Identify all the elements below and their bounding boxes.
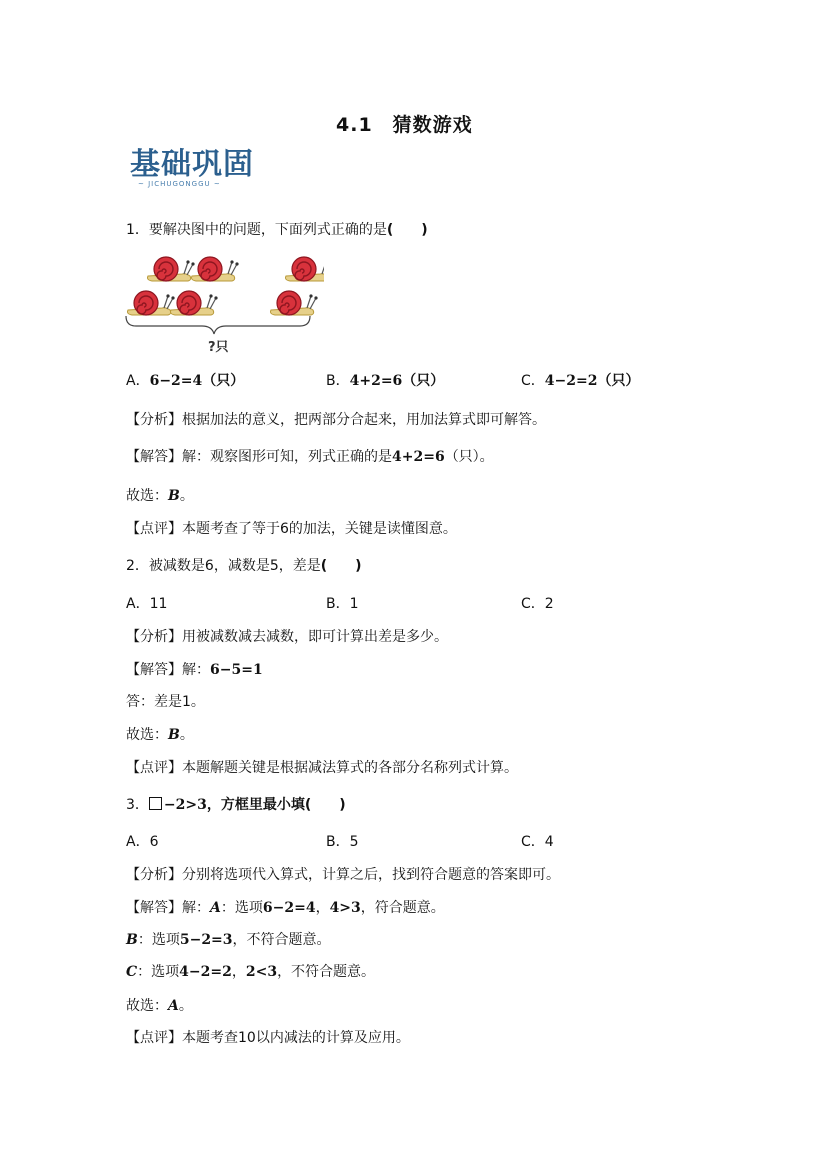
section-logo: [130, 147, 254, 188]
q2-analysis: 【分析】用被减数减去减数，即可计算出差是多少。: [126, 629, 448, 645]
q3-answer-b: B：选项5−2=3，不符合题意。: [126, 932, 331, 948]
q3-choose: 故选：A。: [126, 998, 193, 1014]
snail-icon: [286, 257, 325, 281]
q2-stem: 2．被减数是6，减数是5，差是( ): [126, 558, 362, 574]
q1-comment: 【点评】本题考查了等于6的加法，关键是读懂图意。: [126, 521, 457, 537]
q2-option-b[interactable]: B．1: [326, 596, 359, 612]
snail-icon: [192, 257, 239, 281]
figure-label: ?只: [208, 340, 229, 355]
q1-option-c[interactable]: C．4−2=2（只）: [521, 373, 640, 389]
q3-option-b[interactable]: B．5: [326, 834, 359, 850]
q3-option-c[interactable]: C．4: [521, 834, 554, 850]
q1-option-b[interactable]: B．4+2=6（只）: [326, 373, 445, 389]
q2-reply: 答：差是1。: [126, 694, 205, 710]
q3-answer-a: 【解答】解：A：选项6−2=4，4>3，符合题意。: [126, 900, 445, 916]
q3-answer-c: C：选项4−2=2，2<3，不符合题意。: [126, 964, 376, 980]
page-title: 4.1 猜数游戏: [336, 114, 473, 136]
snail-icon: [271, 291, 318, 315]
q3-option-a[interactable]: A．6: [126, 834, 159, 850]
q2-answer: 【解答】解：6−5=1: [126, 662, 263, 678]
q2-option-c[interactable]: C．2: [521, 596, 554, 612]
q3-analysis: 【分析】分别将选项代入算式，计算之后，找到符合题意的答案即可。: [126, 867, 560, 883]
q1-option-a[interactable]: A．6−2=4（只）: [126, 373, 245, 389]
q2-choose: 故选：B。: [126, 727, 194, 743]
q1-analysis: 【分析】根据加法的意义，把两部分合起来，用加法算式即可解答。: [126, 412, 546, 428]
logo-text: 基础巩固: [130, 147, 254, 182]
q2-comment: 【点评】本题解题关键是根据减法算式的各部分名称列式计算。: [126, 760, 518, 776]
snail-icon: [148, 257, 195, 281]
q3-stem: 3． −2>3，方框里最小填( ): [126, 797, 346, 813]
q2-option-a[interactable]: A．11: [126, 596, 168, 612]
brace-shape: [126, 316, 310, 334]
q3-comment: 【点评】本题考查10以内减法的计算及应用。: [126, 1030, 410, 1046]
q1-answer: 【解答】解：观察图形可知，列式正确的是4+2=6（只）。: [126, 449, 494, 465]
q1-snail-figure: [124, 254, 324, 358]
q1-stem: 1．要解决图中的问题，下面列式正确的是( ): [126, 222, 428, 238]
blank-box: [149, 797, 162, 810]
snail-icon: [128, 291, 175, 315]
q3-paren: ( ): [304, 797, 346, 813]
q1-choose: 故选：B。: [126, 488, 194, 504]
q1-paren: ( ): [386, 222, 428, 238]
q2-paren: ( ): [320, 558, 362, 574]
logo-subtext: ~ JICHUGONGGU ~: [138, 180, 221, 188]
snail-icon: [171, 291, 218, 315]
